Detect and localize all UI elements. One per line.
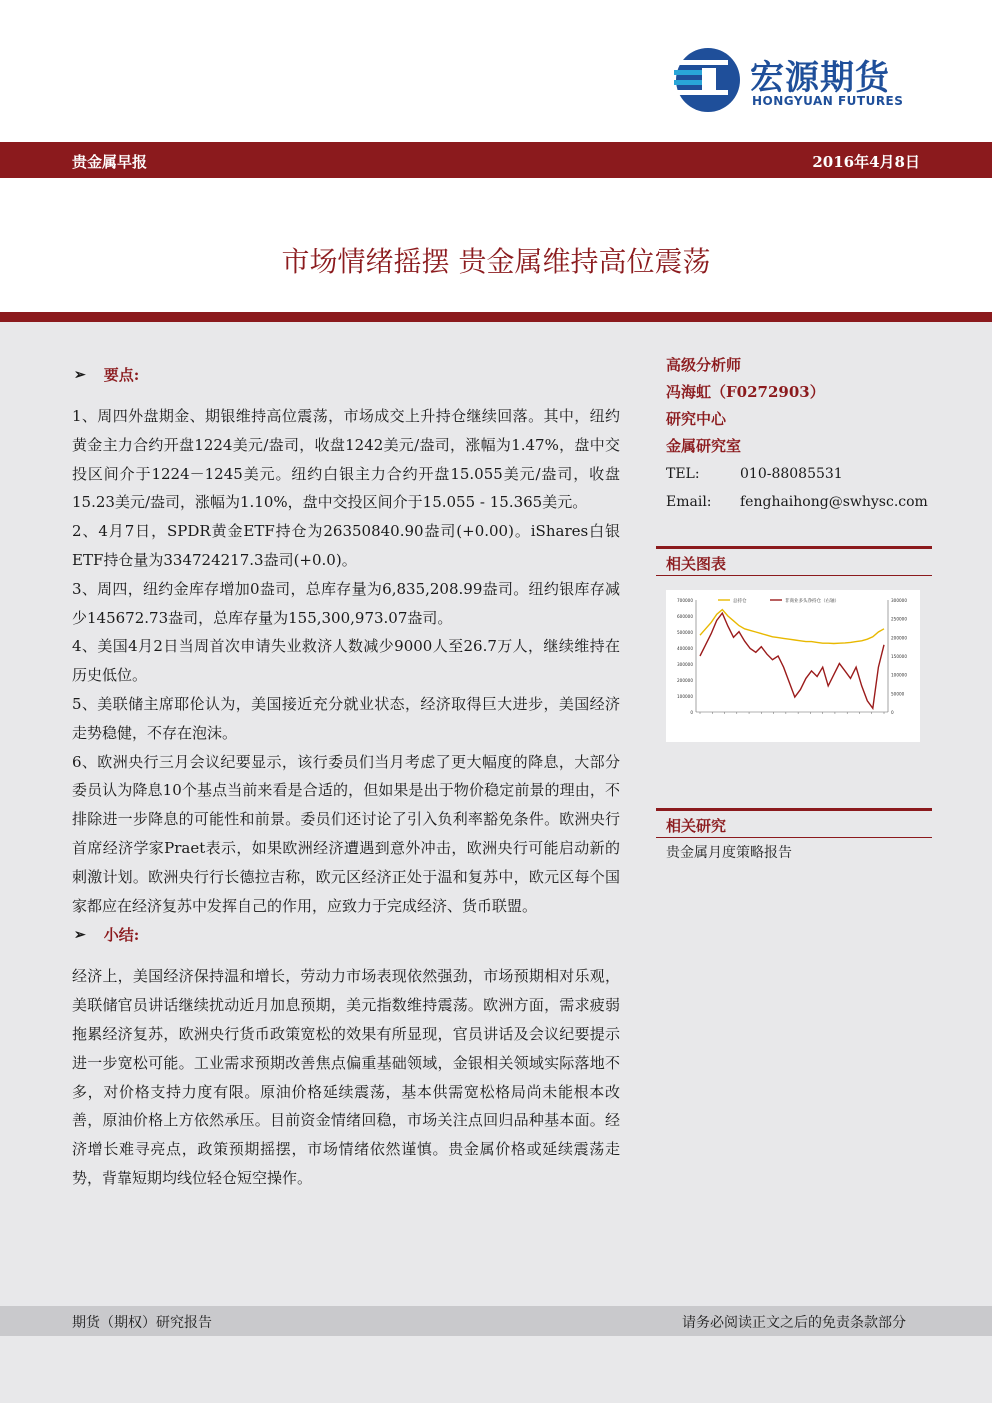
left-tick-label: 400000 bbox=[677, 646, 693, 651]
report-type: 贵金属早报 bbox=[72, 153, 148, 171]
left-tick-label: 500000 bbox=[677, 630, 693, 635]
email-row bbox=[666, 488, 936, 516]
summary-text: 经济上，美国经济保持温和增长，劳动力市场表现依然强劲，市场预期相对乐观，美联储官员讲话继续扰动近月加息预期，美元指数维持震荡。欧洲方面，需求疲弱拖累经济复苏，欧洲央行货币政策宽松的效果有所显现，官员讲话及会议纪要提示进一步宽松可能。工业需求预期改善焦点偏重基础领域，金银相关领域实际落地不多，对价格支持力度有限。原油价格延续震荡，基本供需宽松格局尚未能根本改善，原油价格上方依然承压。目前资金情绪回稳，市场关注点回归品种基本面。经济增长难寻亮点，政策预期摇摆，市场情绪依然谨慎。贵金属价格或延续震荡走势，背靠短期均线位轻仓短空操作。 bbox=[72, 967, 620, 1187]
key-point-1: 1、周四外盘期金、期银维持高位震荡，市场成交上升持仓继续回落。其中，纽约黄金主力合约开盘1224美元/盎司，收盘1242美元/盎司，涨幅为1.47%，盘中交投区间介于1224－1245美元。纽约白银主力合约开盘15.055美元/盎司，收盘15.23美元/盎司，涨幅为1.10%，盘中交投区间介于15.055 - 15.365美元。 bbox=[72, 407, 620, 512]
left-tick-label: 600000 bbox=[677, 614, 693, 619]
right-tick-label: 50000 bbox=[891, 691, 905, 697]
tel-value: 010-88085531 bbox=[740, 466, 843, 482]
footer-disclaimer-link[interactable]: 请务必阅读正文之后的免责条款部分 bbox=[682, 1315, 906, 1331]
left-tick-label: 0 bbox=[690, 710, 693, 715]
main-content bbox=[72, 360, 620, 1193]
email-value[interactable]: fenghaihong@swhysc.com bbox=[740, 494, 928, 510]
brand-name-cn: 宏源期货 bbox=[750, 58, 890, 98]
title-divider bbox=[0, 312, 992, 322]
arrow-bullet-icon: ➢ bbox=[74, 926, 86, 943]
left-tick-label: 100000 bbox=[677, 694, 693, 699]
department-metals: 金属研究室 bbox=[666, 437, 742, 455]
position-chart bbox=[666, 590, 920, 742]
brand-name-en: HONGYUAN FUTURES bbox=[752, 94, 904, 108]
arrow-bullet-icon: ➢ bbox=[74, 366, 86, 383]
key-points-heading bbox=[72, 360, 620, 390]
department-research-center: 研究中心 bbox=[666, 410, 727, 428]
page-footer bbox=[0, 1306, 992, 1336]
left-tick-label: 200000 bbox=[677, 678, 693, 683]
footer-left-text: 期货（期权）研究报告 bbox=[72, 1315, 212, 1331]
right-tick-label: 0 bbox=[891, 710, 894, 715]
right-tick-label: 300000 bbox=[891, 598, 907, 603]
key-points-title: 要点: bbox=[103, 365, 140, 384]
right-tick-label: 150000 bbox=[891, 654, 907, 659]
right-tick-label: 250000 bbox=[891, 616, 907, 622]
analyst-role: 高级分析师 bbox=[666, 356, 742, 374]
key-point-3: 3、周四，纽约金库存增加0盎司，总库存量为6,835,208.99盎司。纽约银库存减少145672.73盎司，总库存量为155,300,973.07盎司。 bbox=[72, 579, 620, 627]
analyst-name: 冯海虹（F0272903） bbox=[666, 383, 825, 401]
key-point-4: 4、美国4月2日当周首次申请失业救济人数减少9000人至26.7万人，继续维持在历史低位。 bbox=[72, 637, 620, 685]
right-tick-label: 100000 bbox=[891, 672, 907, 678]
legend-label-1: 非商业多头净持仓（右轴） bbox=[785, 599, 839, 604]
key-point-2: 2、4月7日，SPDR黄金ETF持仓为26350840.90盎司(+0.00)。iShares白银ETF持仓量为334724217.3盎司(+0.0)。 bbox=[72, 522, 620, 569]
report-date: 2016年4月8日 bbox=[812, 153, 920, 171]
company-logo bbox=[672, 46, 922, 114]
chart-svg bbox=[666, 590, 920, 742]
left-tick-label: 300000 bbox=[677, 662, 693, 667]
series-line-1 bbox=[700, 613, 884, 708]
tel-label: TEL: bbox=[666, 466, 700, 482]
right-tick-label: 200000 bbox=[891, 635, 907, 641]
left-tick-label: 700000 bbox=[677, 598, 693, 603]
page-title: 市场情绪摇摆 贵金属维持高位震荡 bbox=[281, 245, 711, 278]
analyst-info bbox=[666, 352, 936, 516]
header-band bbox=[0, 142, 992, 178]
email-label: Email: bbox=[666, 494, 712, 510]
tel-row bbox=[666, 460, 936, 488]
title-area bbox=[0, 178, 992, 312]
summary-heading bbox=[72, 920, 620, 950]
related-research-link[interactable]: 贵金属月度策略报告 bbox=[666, 845, 792, 861]
legend-label-0: 总持仓 bbox=[733, 599, 747, 604]
hongyuan-logo-icon bbox=[672, 46, 742, 114]
related-research-heading bbox=[656, 808, 932, 838]
summary-title: 小结: bbox=[103, 925, 140, 944]
related-charts-title: 相关图表 bbox=[666, 555, 727, 573]
related-research-title: 相关研究 bbox=[666, 817, 727, 835]
related-charts-heading bbox=[656, 546, 932, 576]
key-point-5: 5、美联储主席耶伦认为，美国接近充分就业状态，经济取得巨大进步，美国经济走势稳健，不存在泡沫。 bbox=[72, 694, 620, 742]
key-point-6: 6、欧洲央行三月会议纪要显示，该行委员们当月考虑了更大幅度的降息，大部分委员认为降息10个基点当前来看是合适的，但如果是出于物价稳定前景的理由，不排除进一步降息的可能性和前景。委员们还讨论了引入负利率豁免条件。欧洲央行首席经济学家Praet表示，如果欧洲经济遭遇到意外冲击，欧洲央行可能启动新的刺激计划。欧洲央行行长德拉吉称，欧元区经济正处于温和复苏中，欧元区每个国家都应在经济复苏中发挥自己的作用，应致力于完成经济、货币联盟。 bbox=[72, 752, 620, 915]
